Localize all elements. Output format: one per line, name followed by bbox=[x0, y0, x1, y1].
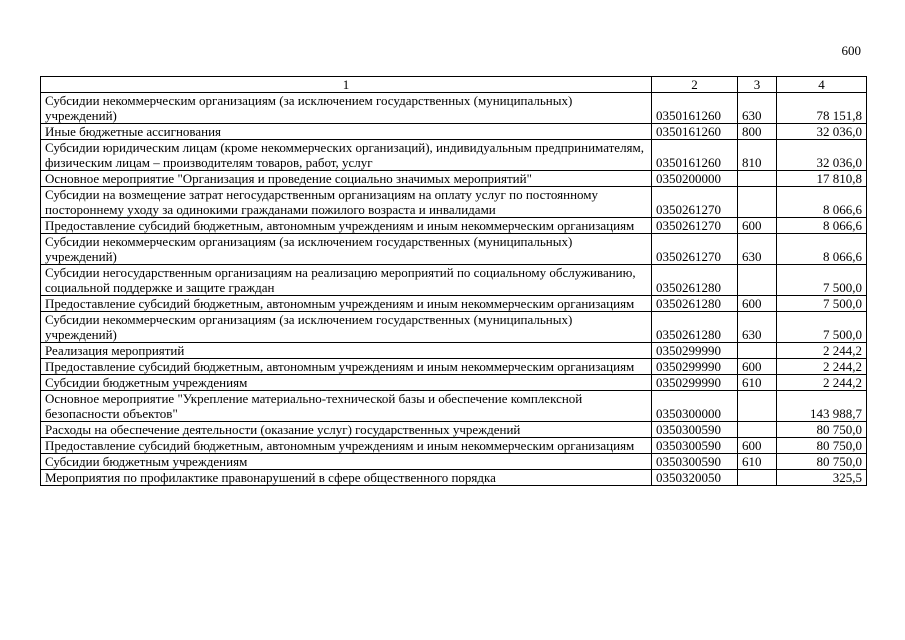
row-amount-cell: 2 244,2 bbox=[777, 359, 867, 375]
row-code-cell: 0350300000 bbox=[652, 391, 738, 422]
row-expense-type-cell: 600 bbox=[738, 296, 777, 312]
row-code-cell: 0350300590 bbox=[652, 438, 738, 454]
row-name-cell: Субсидии юридическим лицам (кроме некоммерческих организаций), индивидуальным предпринимателям, физическим лицам – производителям товаров, работ, услуг bbox=[41, 140, 652, 171]
table-row bbox=[41, 265, 867, 296]
column-header-code: 2 bbox=[652, 77, 738, 93]
row-code-cell: 0350261280 bbox=[652, 296, 738, 312]
row-name-cell: Реализация мероприятий bbox=[41, 343, 652, 359]
row-expense-type-cell bbox=[738, 422, 777, 438]
row-code-cell: 0350161260 bbox=[652, 93, 738, 124]
table-row bbox=[41, 312, 867, 343]
table-row bbox=[41, 422, 867, 438]
row-name-cell: Предоставление субсидий бюджетным, автономным учреждениям и иным некоммерческим организациям bbox=[41, 359, 652, 375]
row-expense-type-cell bbox=[738, 470, 777, 486]
table-row bbox=[41, 391, 867, 422]
row-amount-cell: 80 750,0 bbox=[777, 454, 867, 470]
row-expense-type-cell: 630 bbox=[738, 93, 777, 124]
table-row bbox=[41, 375, 867, 391]
row-expense-type-cell bbox=[738, 187, 777, 218]
row-code-cell: 0350161260 bbox=[652, 140, 738, 171]
table-row bbox=[41, 454, 867, 470]
page-number: 600 bbox=[841, 43, 861, 58]
row-expense-type-cell: 610 bbox=[738, 375, 777, 391]
table-header-row bbox=[41, 77, 867, 93]
table-body bbox=[41, 93, 867, 486]
table-row bbox=[41, 470, 867, 486]
row-expense-type-cell: 600 bbox=[738, 359, 777, 375]
row-code-cell: 0350299990 bbox=[652, 375, 738, 391]
table-row bbox=[41, 438, 867, 454]
row-expense-type-cell: 600 bbox=[738, 218, 777, 234]
row-amount-cell: 2 244,2 bbox=[777, 343, 867, 359]
row-code-cell: 0350261280 bbox=[652, 312, 738, 343]
row-name-cell: Расходы на обеспечение деятельности (оказание услуг) государственных учреждений bbox=[41, 422, 652, 438]
row-amount-cell: 325,5 bbox=[777, 470, 867, 486]
row-amount-cell: 80 750,0 bbox=[777, 438, 867, 454]
row-amount-cell: 17 810,8 bbox=[777, 171, 867, 187]
budget-table bbox=[40, 76, 867, 486]
table-row bbox=[41, 218, 867, 234]
table-row bbox=[41, 343, 867, 359]
table-row bbox=[41, 234, 867, 265]
row-code-cell: 0350261270 bbox=[652, 234, 738, 265]
row-expense-type-cell: 630 bbox=[738, 234, 777, 265]
row-expense-type-cell: 600 bbox=[738, 438, 777, 454]
row-amount-cell: 2 244,2 bbox=[777, 375, 867, 391]
row-expense-type-cell: 810 bbox=[738, 140, 777, 171]
table-row bbox=[41, 296, 867, 312]
row-expense-type-cell bbox=[738, 391, 777, 422]
row-amount-cell: 78 151,8 bbox=[777, 93, 867, 124]
table-row bbox=[41, 124, 867, 140]
table-row bbox=[41, 359, 867, 375]
table-row bbox=[41, 171, 867, 187]
row-code-cell: 0350261280 bbox=[652, 265, 738, 296]
row-name-cell: Предоставление субсидий бюджетным, автономным учреждениям и иным некоммерческим организациям bbox=[41, 218, 652, 234]
row-name-cell: Основное мероприятие "Организация и проведение социально значимых мероприятий" bbox=[41, 171, 652, 187]
row-name-cell: Предоставление субсидий бюджетным, автономным учреждениям и иным некоммерческим организациям bbox=[41, 438, 652, 454]
row-expense-type-cell bbox=[738, 265, 777, 296]
row-amount-cell: 8 066,6 bbox=[777, 187, 867, 218]
table-row bbox=[41, 140, 867, 171]
row-expense-type-cell bbox=[738, 343, 777, 359]
column-header-name: 1 bbox=[41, 77, 652, 93]
row-amount-cell: 32 036,0 bbox=[777, 140, 867, 171]
row-name-cell: Субсидии негосударственным организациям на реализацию мероприятий по социальному обслуживанию, социальной поддержке и защите граждан bbox=[41, 265, 652, 296]
row-name-cell: Иные бюджетные ассигнования bbox=[41, 124, 652, 140]
row-name-cell: Мероприятия по профилактике правонарушений в сфере общественного порядка bbox=[41, 470, 652, 486]
column-header-expense-type: 3 bbox=[738, 77, 777, 93]
row-amount-cell: 8 066,6 bbox=[777, 218, 867, 234]
row-amount-cell: 143 988,7 bbox=[777, 391, 867, 422]
row-code-cell: 0350161260 bbox=[652, 124, 738, 140]
row-amount-cell: 7 500,0 bbox=[777, 296, 867, 312]
row-name-cell: Субсидии некоммерческим организациям (за исключением государственных (муниципальных) учреждений) bbox=[41, 93, 652, 124]
row-name-cell: Субсидии бюджетным учреждениям bbox=[41, 375, 652, 391]
row-amount-cell: 32 036,0 bbox=[777, 124, 867, 140]
row-name-cell: Субсидии некоммерческим организациям (за исключением государственных (муниципальных) учреждений) bbox=[41, 234, 652, 265]
row-amount-cell: 8 066,6 bbox=[777, 234, 867, 265]
row-code-cell: 0350300590 bbox=[652, 422, 738, 438]
column-header-amount: 4 bbox=[777, 77, 867, 93]
row-code-cell: 0350299990 bbox=[652, 359, 738, 375]
row-code-cell: 0350320050 bbox=[652, 470, 738, 486]
row-name-cell: Субсидии некоммерческим организациям (за исключением государственных (муниципальных) учреждений) bbox=[41, 312, 652, 343]
row-code-cell: 0350261270 bbox=[652, 218, 738, 234]
row-code-cell: 0350299990 bbox=[652, 343, 738, 359]
row-name-cell: Основное мероприятие "Укрепление материально-технической базы и обеспечение комплексной безопасности объектов" bbox=[41, 391, 652, 422]
row-name-cell: Субсидии бюджетным учреждениям bbox=[41, 454, 652, 470]
row-amount-cell: 7 500,0 bbox=[777, 312, 867, 343]
row-code-cell: 0350200000 bbox=[652, 171, 738, 187]
row-expense-type-cell: 630 bbox=[738, 312, 777, 343]
row-expense-type-cell: 610 bbox=[738, 454, 777, 470]
row-name-cell: Субсидии на возмещение затрат негосударственным организациям на оплату услуг по постоянному постороннему уходу за одинокими гражданами пожилого возраста и инвалидами bbox=[41, 187, 652, 218]
table-row bbox=[41, 93, 867, 124]
row-code-cell: 0350261270 bbox=[652, 187, 738, 218]
row-name-cell: Предоставление субсидий бюджетным, автономным учреждениям и иным некоммерческим организациям bbox=[41, 296, 652, 312]
row-expense-type-cell: 800 bbox=[738, 124, 777, 140]
row-amount-cell: 80 750,0 bbox=[777, 422, 867, 438]
row-code-cell: 0350300590 bbox=[652, 454, 738, 470]
table-row bbox=[41, 187, 867, 218]
row-expense-type-cell bbox=[738, 171, 777, 187]
row-amount-cell: 7 500,0 bbox=[777, 265, 867, 296]
